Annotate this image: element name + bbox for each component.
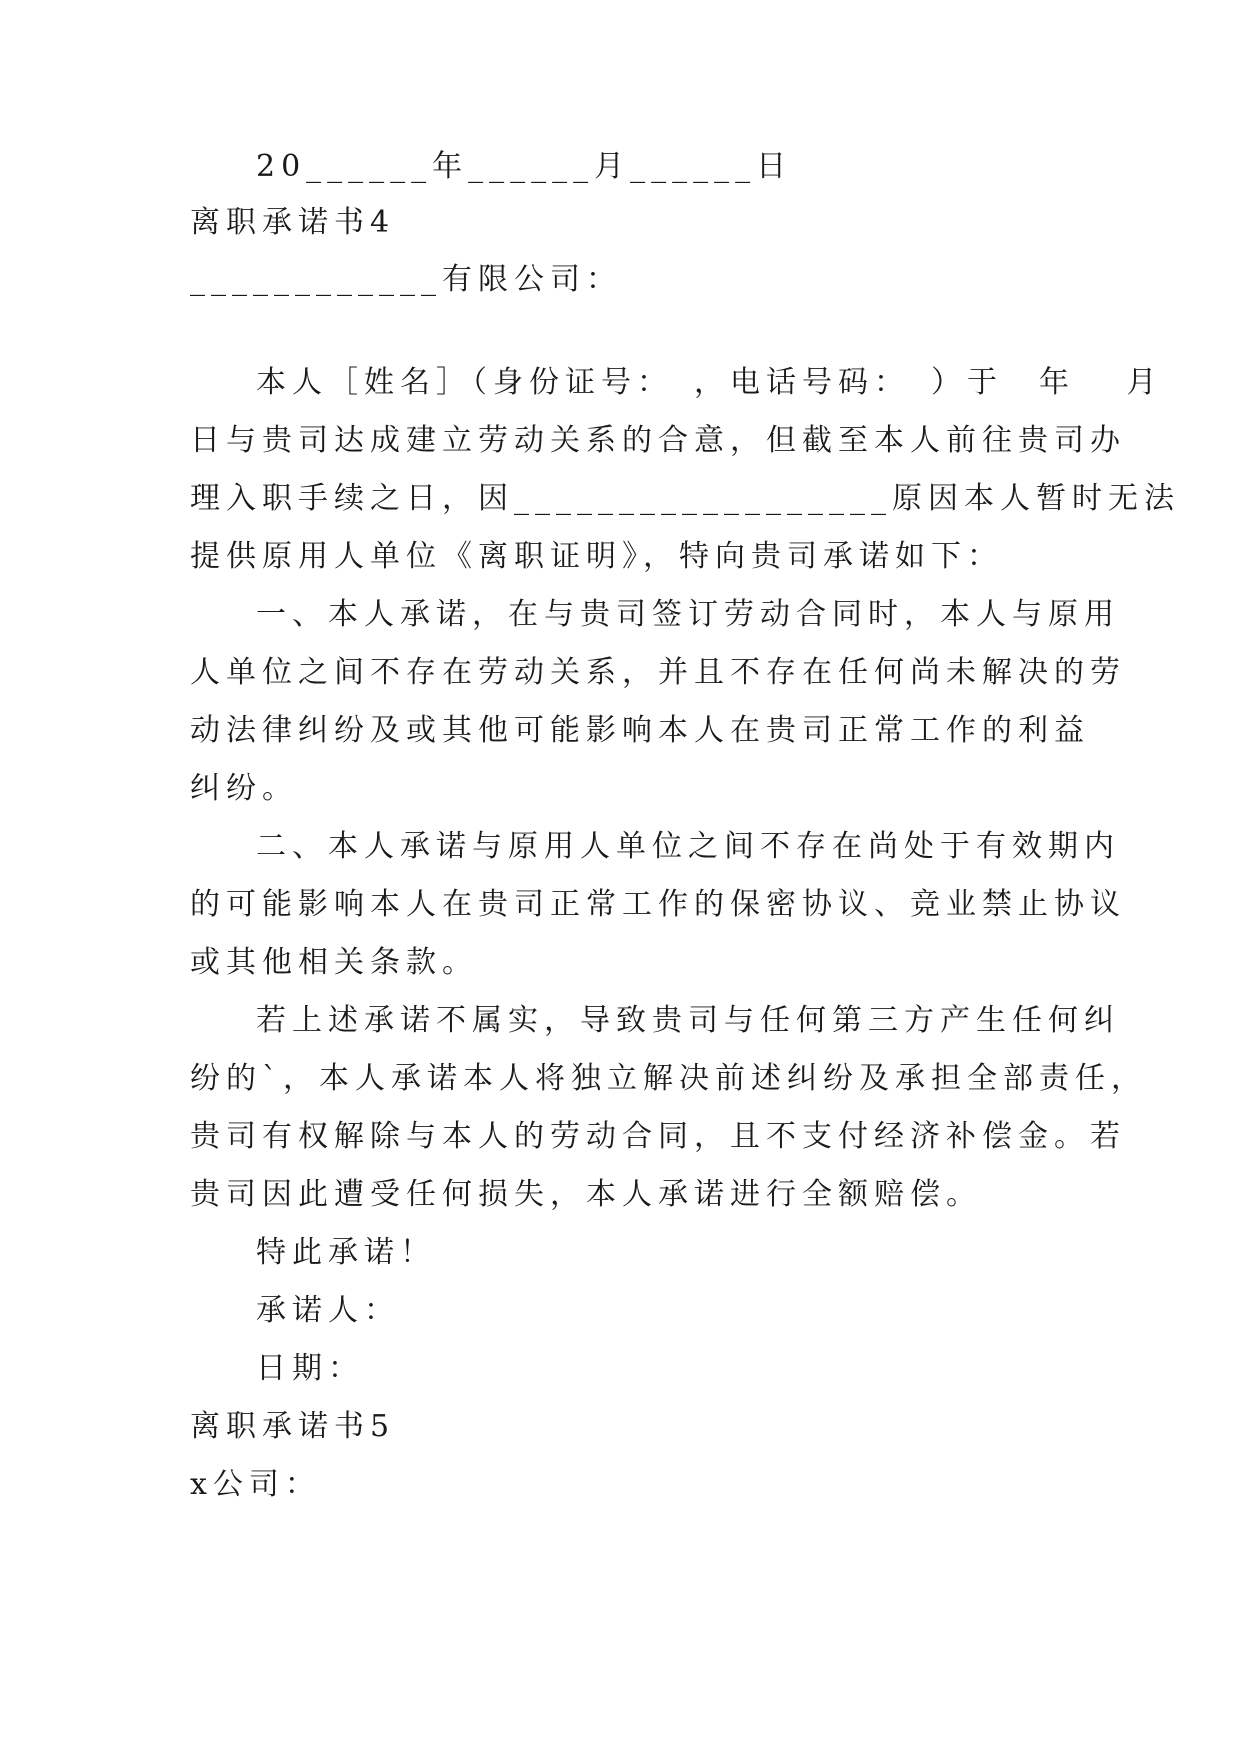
para2-line-3: 动法律纠纷及或其他可能影响本人在贵司正常工作的利益 (190, 713, 1090, 748)
para2-line-4: 纠纷。 (190, 771, 298, 806)
para3-line-2: 的可能影响本人在贵司正常工作的保密协议、竞业禁止协议 (190, 887, 1126, 922)
signer-label: 承诺人： (256, 1293, 400, 1328)
para2-line-2: 人单位之间不存在劳动关系，并且不存在任何尚未解决的劳 (190, 655, 1126, 690)
para3-line-3: 或其他相关条款。 (190, 945, 478, 980)
para4-line-4: 贵司因此遭受任何损失，本人承诺进行全额赔偿。 (190, 1177, 982, 1212)
para4-line-3: 贵司有权解除与本人的劳动合同，且不支付经济补偿金。若 (190, 1119, 1126, 1154)
para3-line-1: 二、本人承诺与原用人单位之间不存在尚处于有效期内 (256, 829, 1120, 864)
para4-line-2: 纷的`，本人承诺本人将独立解决前述纠纷及承担全部责任， (190, 1061, 1147, 1096)
para2-line-1: 一、本人承诺，在与贵司签订劳动合同时，本人与原用 (256, 597, 1120, 632)
section-title-4: 离职承诺书4 (190, 205, 396, 240)
company-salutation-5: x公司： (190, 1467, 321, 1502)
closing-statement: 特此承诺！ (256, 1235, 436, 1270)
section-title-5: 离职承诺书5 (190, 1409, 396, 1444)
para4-line-1: 若上述承诺不属实，导致贵司与任何第三方产生任何纠 (256, 1003, 1120, 1038)
para1-line-1: 本人［姓名］（身份证号： ，电话号码： ）于 年 月 (256, 365, 1163, 400)
date-line: 20______年______月______日 (256, 149, 793, 184)
para1-line-2: 日与贵司达成建立劳动关系的合意，但截至本人前往贵司办 (190, 423, 1126, 458)
para1-line-4: 提供原用人单位《离职证明》，特向贵司承诺如下： (190, 539, 1003, 574)
para1-line-3: 理入职手续之日，因__________________原因本人暂时无法 (190, 481, 1180, 516)
date-label: 日期： (256, 1351, 364, 1386)
company-salutation-4: ____________有限公司： (190, 262, 622, 297)
